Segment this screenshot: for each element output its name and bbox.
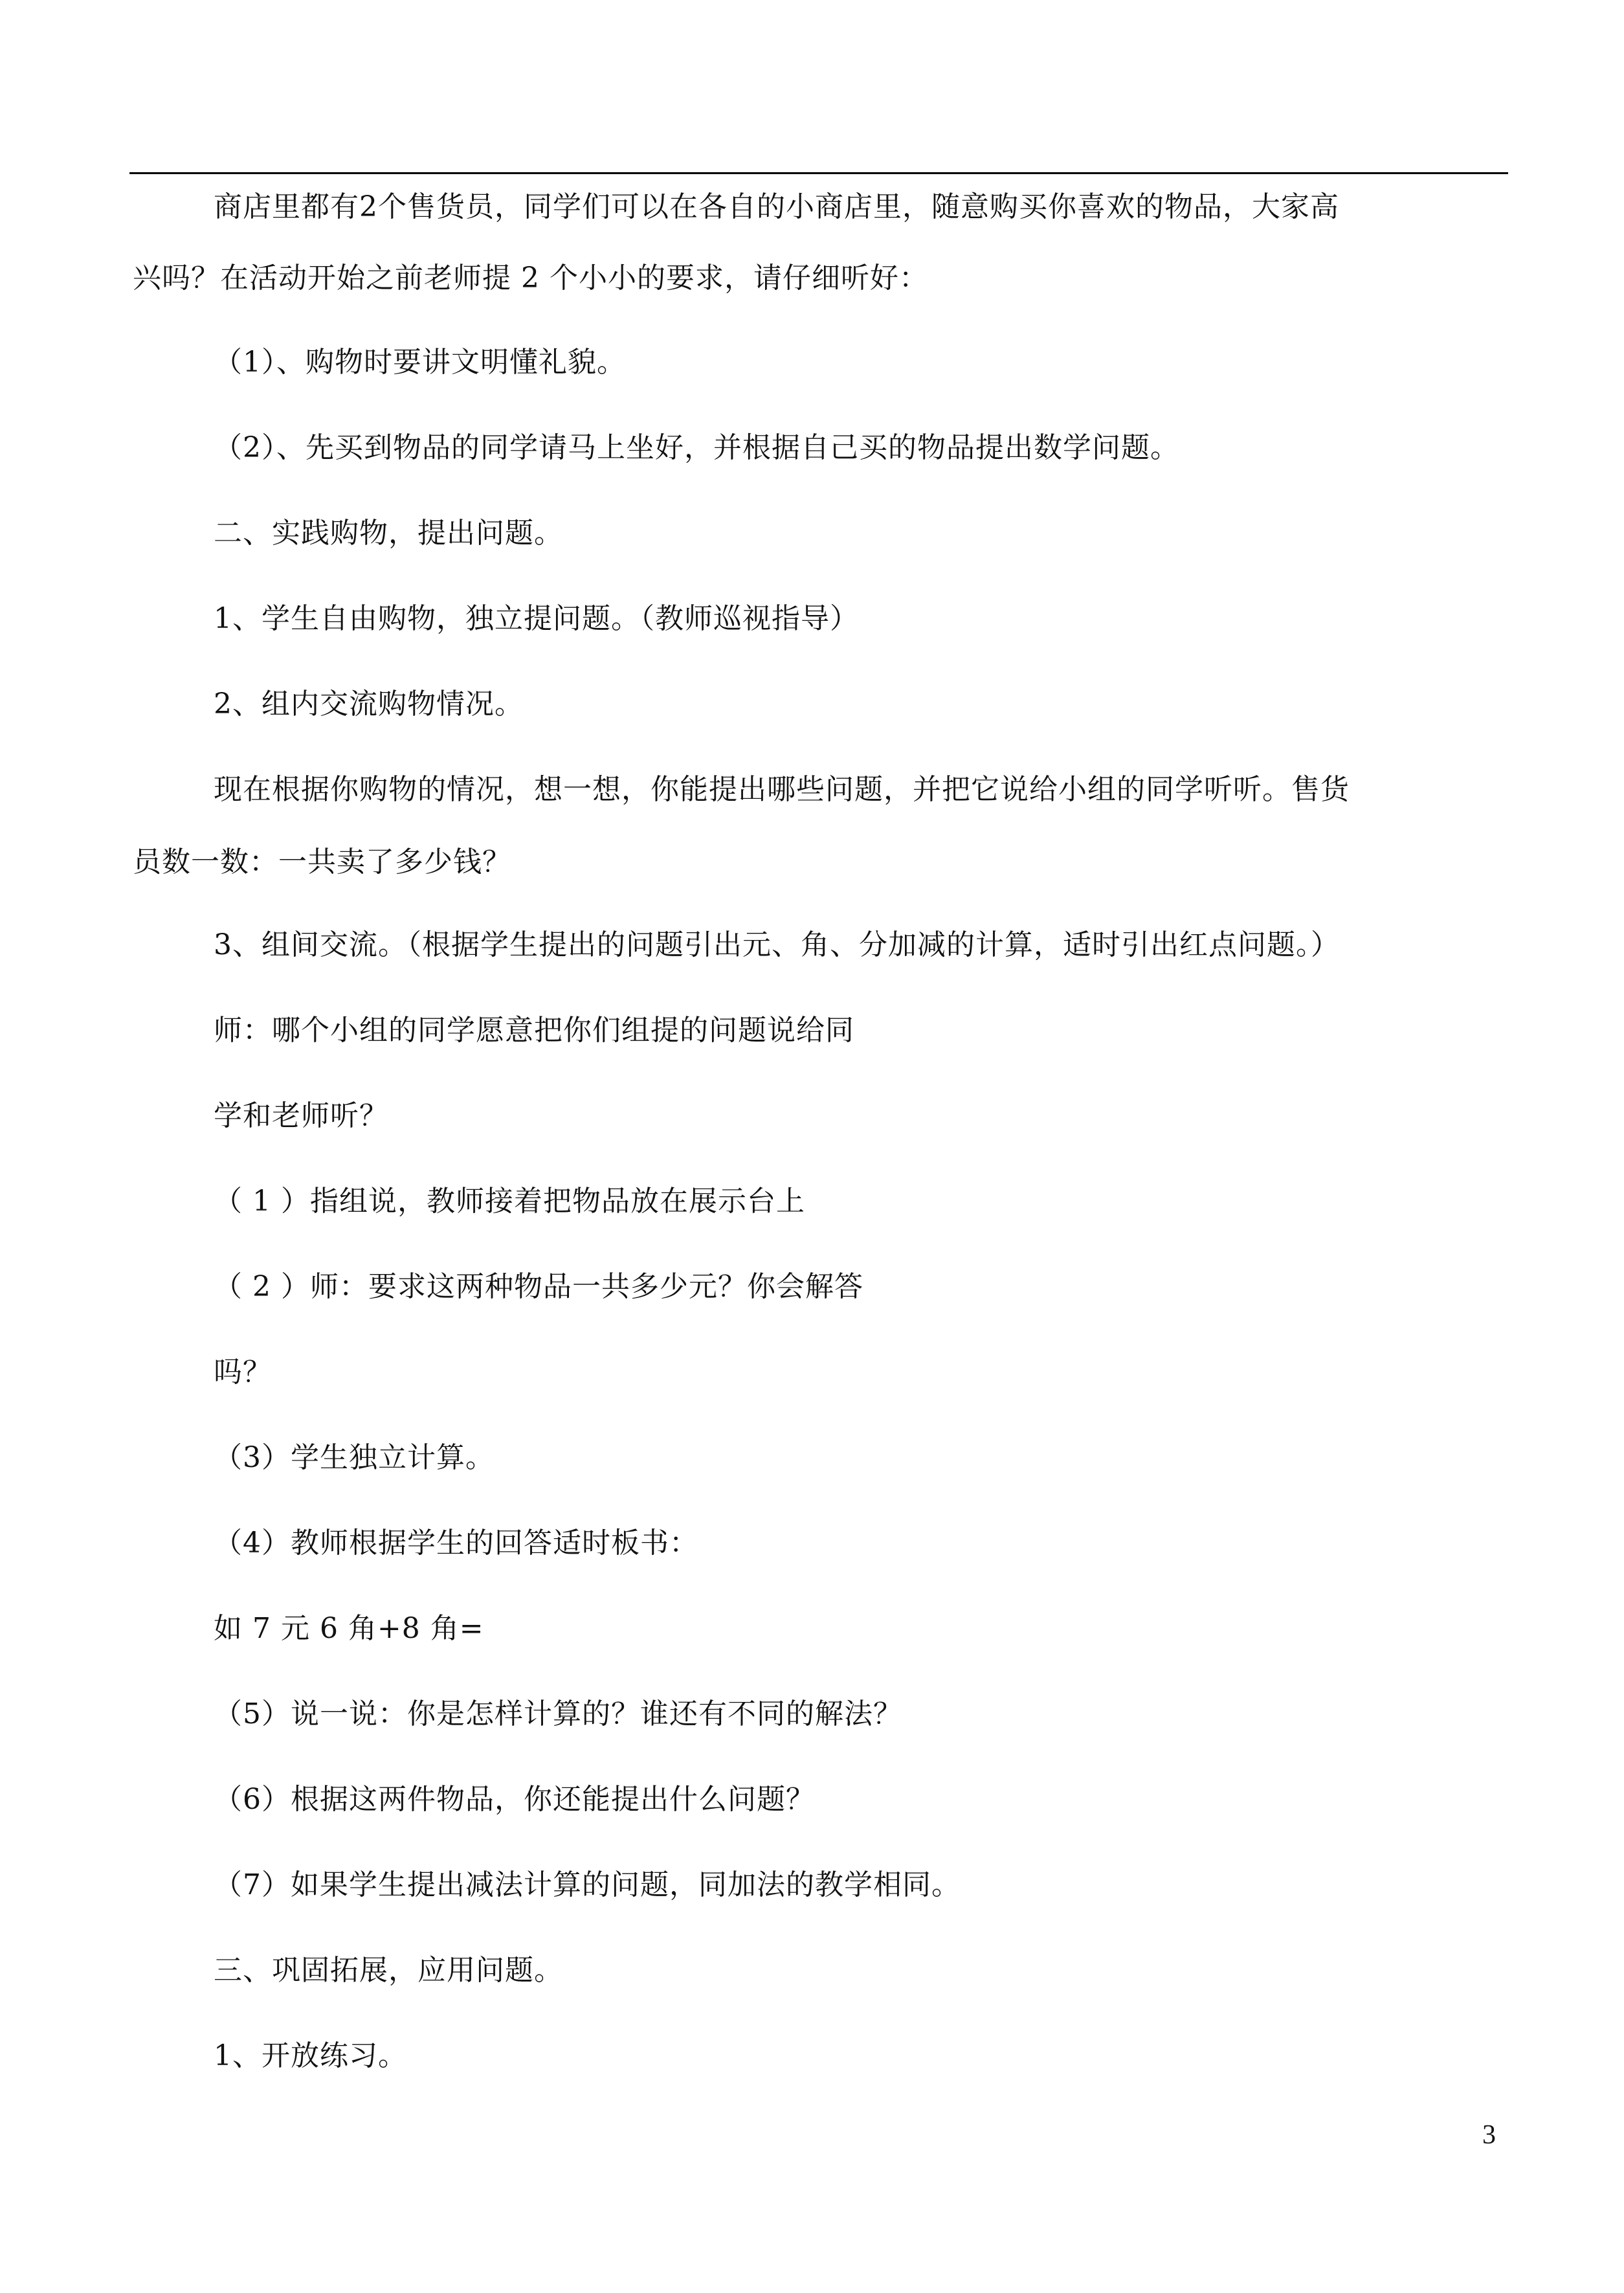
list-item: （1）、购物时要讲文明懂礼貌。 (214, 346, 626, 379)
list-item: （2）、先买到物品的同学请马上坐好，并根据自己买的物品提出数学问题。 (214, 431, 1179, 464)
paragraph-line: 吗？ (214, 1356, 272, 1389)
page-number: 3 (1482, 2120, 1496, 2150)
list-item: （6）根据这两件物品，你还能提出什么问题？ (214, 1783, 815, 1816)
list-item: （ 2 ）师：要求这两种物品一共多少元？你会解答 (214, 1270, 863, 1303)
header-rule (129, 172, 1508, 174)
list-item: 3、组间交流。（根据学生提出的问题引出元、角、分加减的计算，适时引出红点问题。） (214, 928, 1340, 961)
formula-line: 如 7 元 6 角+8 角= (214, 1612, 484, 1645)
paragraph-line: 现在根据你购物的情况，想一想，你能提出哪些问题，并把它说给小组的同学听听。售货 (214, 773, 1350, 806)
list-item: （7）如果学生提出减法计算的问题，同加法的教学相同。 (214, 1868, 961, 1901)
list-item: 1、开放练习。 (214, 2039, 407, 2072)
list-item: （5）说一说：你是怎样计算的？谁还有不同的解法？ (214, 1697, 902, 1730)
paragraph-line: 商店里都有2个售货员，同学们可以在各自的小商店里，随意购买你喜欢的物品，大家高 (214, 190, 1339, 223)
list-item: （ 1 ）指组说，教师接着把物品放在展示台上 (214, 1185, 805, 1218)
list-item: 2、组内交流购物情况。 (214, 688, 524, 721)
paragraph-line: 兴吗？在活动开始之前老师提 2 个小小的要求，请仔细听好： (133, 262, 928, 295)
paragraph-line: 员数一数：一共卖了多少钱？ (133, 845, 511, 878)
list-item: 1、学生自由购物，独立提问题。（教师巡视指导） (214, 602, 859, 635)
paragraph-line: 学和老师听？ (214, 1099, 388, 1132)
list-item: （4）教师根据学生的回答适时板书： (214, 1527, 698, 1560)
section-heading: 二、实践购物，提出问题。 (214, 517, 563, 550)
list-item: （3）学生独立计算。 (214, 1441, 495, 1474)
paragraph-line: 师：哪个小组的同学愿意把你们组提的问题说给同 (214, 1014, 854, 1047)
section-heading: 三、巩固拓展，应用问题。 (214, 1954, 563, 1987)
